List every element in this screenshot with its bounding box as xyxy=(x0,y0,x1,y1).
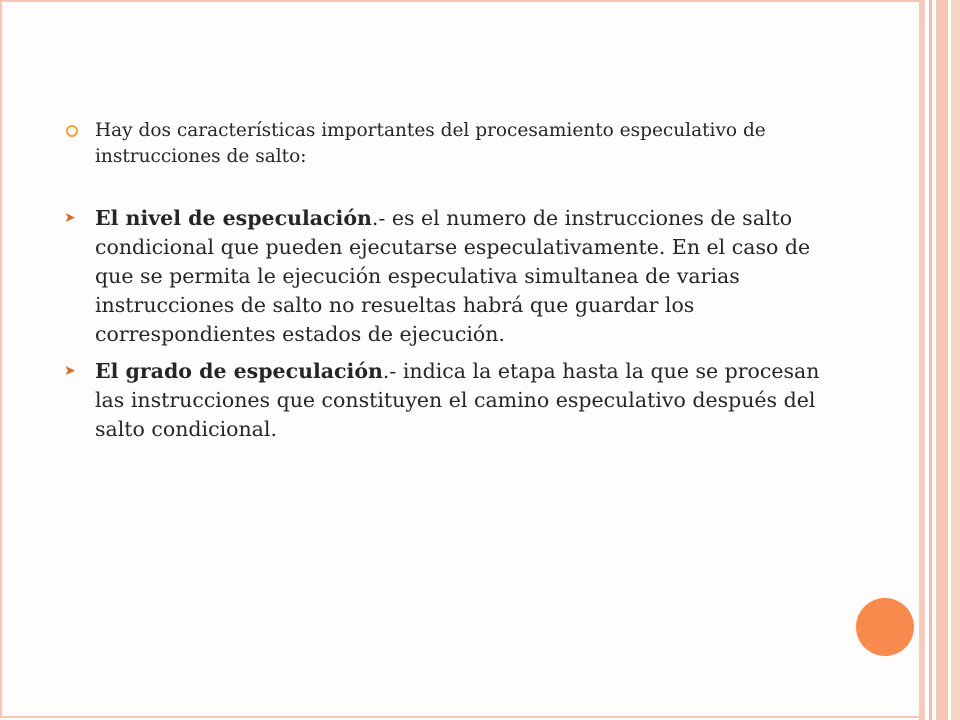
item-text: .- indica la etapa hasta la que se procesan las instrucciones que constituyen el camino especulativo después del salto condicional. xyxy=(95,359,820,441)
arrow-bullet-icon: ➤ xyxy=(64,363,76,379)
decorative-stripe xyxy=(929,0,932,720)
decorative-stripe xyxy=(951,0,960,720)
decorative-stripe xyxy=(936,0,948,720)
ring-bullet-icon xyxy=(66,125,78,137)
list-item-nivel xyxy=(64,204,854,349)
list-item-grado xyxy=(64,357,854,444)
intro-paragraph xyxy=(64,118,854,170)
arrow-bullet-icon: ➤ xyxy=(64,210,76,226)
item-term: El grado de especulación xyxy=(95,359,383,383)
item-text: .- es el numero de instrucciones de salto condicional que pueden ejecutarse especulativamente. En el caso de que se permita le ejecución especulativa simultanea de varias instrucciones de salto no resueltas habrá que guardar los correspondientes estados de ejecución. xyxy=(95,206,811,346)
intro-text: Hay dos características importantes del procesamiento especulativo de instrucciones de salto: xyxy=(95,120,766,167)
accent-circle xyxy=(856,598,914,656)
item-term: El nivel de especulación xyxy=(95,206,372,230)
decorative-stripe xyxy=(919,0,925,720)
slide-content xyxy=(64,118,854,452)
